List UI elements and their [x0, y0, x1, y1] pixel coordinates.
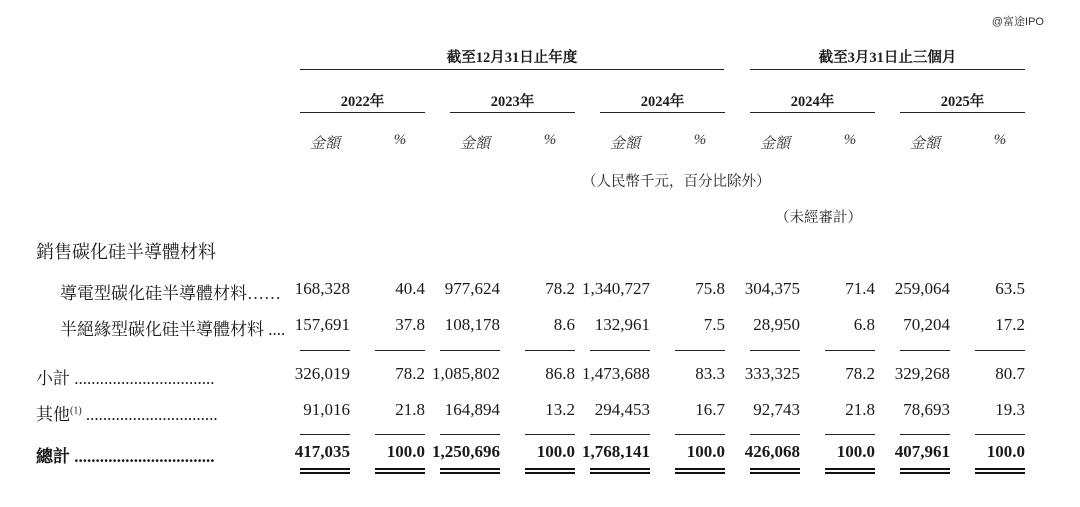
cell-amount: 426,068: [744, 442, 800, 461]
col-percent-2024-q1: %: [843, 132, 857, 148]
col-percent-2025-q1: %: [993, 132, 1007, 148]
year-header-2025-q1: 2025年: [940, 94, 985, 110]
group-rule-quarter: [750, 69, 1025, 70]
col-percent-2022: %: [393, 132, 407, 148]
cell-amount: 132,961: [594, 315, 650, 334]
year-rule-2022: [300, 112, 425, 113]
col-percent-2024: %: [693, 132, 707, 148]
row-label-subtotal: 小計 .................................: [36, 369, 215, 388]
cell-amount: 294,453: [594, 400, 650, 419]
cell-percent: 75.8: [695, 279, 725, 298]
unaudited-note: （未經審計）: [775, 210, 862, 226]
total-double-rule: [590, 468, 650, 474]
subtotal-rule: [375, 350, 425, 351]
cell-amount: 1,340,727: [582, 279, 650, 298]
year-header-2023: 2023年: [490, 94, 535, 110]
year-header-2024: 2024年: [640, 94, 685, 110]
cell-amount: 28,950: [753, 315, 800, 334]
group-header-annual: 截至12月31日止年度: [446, 50, 578, 66]
total-rule: [440, 434, 500, 435]
cell-percent: 100.0: [836, 442, 875, 461]
year-rule-2024-q1: [750, 112, 875, 113]
cell-amount: 333,325: [744, 364, 800, 383]
cell-amount: 92,743: [753, 400, 800, 419]
cell-percent: 21.8: [845, 400, 875, 419]
total-double-rule: [675, 468, 725, 474]
cell-amount: 91,016: [303, 400, 350, 419]
cell-percent: 71.4: [845, 279, 875, 298]
cell-amount: 259,064: [894, 279, 950, 298]
cell-amount: 164,894: [444, 400, 500, 419]
cell-amount: 1,473,688: [582, 364, 650, 383]
cell-percent: 100.0: [536, 442, 575, 461]
col-amount-2024: 金額: [609, 136, 640, 152]
cell-percent: 19.3: [995, 400, 1025, 419]
cell-amount: 977,624: [444, 279, 500, 298]
cell-percent: 8.6: [553, 315, 575, 334]
cell-amount: 168,328: [294, 279, 350, 298]
cell-percent: 83.3: [695, 364, 725, 383]
table-row: [0, 315, 1080, 339]
total-double-rule: [525, 468, 575, 474]
year-rule-2023: [450, 112, 575, 113]
watermark-text: @富途IPO: [991, 16, 1044, 28]
total-double-rule: [825, 468, 875, 474]
cell-amount: 1,085,802: [432, 364, 500, 383]
cell-amount: 108,178: [444, 315, 500, 334]
unit-note: （人民幣千元，百分比除外）: [582, 174, 771, 190]
table-row-total: [0, 442, 1080, 466]
footnote-marker: (1): [70, 405, 82, 417]
cell-percent: 13.2: [545, 400, 575, 419]
row-label-semi-insulating: 半絕緣型碳化硅半導體材料 ....: [60, 320, 286, 339]
subtotal-rule: [300, 350, 350, 351]
table-row: [0, 364, 1080, 388]
others-label-text: 其他: [36, 405, 70, 424]
total-rule: [375, 434, 425, 435]
cell-amount: 407,961: [894, 442, 950, 461]
total-rule: [300, 434, 350, 435]
total-double-rule: [300, 468, 350, 474]
cell-percent: 80.7: [995, 364, 1025, 383]
cell-amount: 1,250,696: [432, 442, 500, 461]
table-row: [0, 279, 1080, 303]
total-double-rule: [975, 468, 1025, 474]
row-label-conductive: 導電型碳化硅半導體材料……: [60, 284, 281, 303]
table-row: [0, 400, 1080, 424]
col-amount-2023: 金額: [459, 136, 490, 152]
group-header-quarter: 截至3月31日止三個月: [818, 50, 957, 66]
cell-percent: 86.8: [545, 364, 575, 383]
total-rule: [675, 434, 725, 435]
cell-percent: 16.7: [695, 400, 725, 419]
total-rule: [900, 434, 950, 435]
col-percent-2023: %: [543, 132, 557, 148]
col-amount-2025-q1: 金額: [909, 136, 940, 152]
cell-amount: 1,768,141: [582, 442, 650, 461]
total-double-rule: [750, 468, 800, 474]
subtotal-rule: [825, 350, 875, 351]
year-header-2022: 2022年: [340, 94, 385, 110]
year-rule-2024: [600, 112, 725, 113]
cell-percent: 100.0: [686, 442, 725, 461]
cell-percent: 78.2: [545, 279, 575, 298]
cell-percent: 40.4: [395, 279, 425, 298]
total-rule: [525, 434, 575, 435]
subtotal-rule: [975, 350, 1025, 351]
subtotal-rule: [900, 350, 950, 351]
cell-percent: 21.8: [395, 400, 425, 419]
cell-percent: 100.0: [986, 442, 1025, 461]
subtotal-rule: [675, 350, 725, 351]
cell-percent: 100.0: [386, 442, 425, 461]
year-header-2024-q1: 2024年: [790, 94, 835, 110]
subtotal-rule: [525, 350, 575, 351]
col-amount-2024-q1: 金額: [759, 136, 790, 152]
total-double-rule: [440, 468, 500, 474]
cell-amount: 304,375: [744, 279, 800, 298]
section-title: 銷售碳化硅半導體材料: [36, 242, 216, 262]
cell-amount: 417,035: [294, 442, 350, 461]
cell-amount: 78,693: [903, 400, 950, 419]
cell-percent: 6.8: [853, 315, 875, 334]
cell-percent: 17.2: [995, 315, 1025, 334]
cell-amount: 70,204: [903, 315, 950, 334]
group-rule-annual: [300, 69, 724, 70]
total-double-rule: [900, 468, 950, 474]
cell-percent: 78.2: [845, 364, 875, 383]
subtotal-rule: [440, 350, 500, 351]
subtotal-rule: [590, 350, 650, 351]
cell-percent: 78.2: [395, 364, 425, 383]
cell-percent: 63.5: [995, 279, 1025, 298]
cell-amount: 157,691: [294, 315, 350, 334]
total-rule: [590, 434, 650, 435]
cell-percent: 37.8: [395, 315, 425, 334]
others-label-dots: ...............................: [81, 405, 218, 424]
cell-percent: 7.5: [703, 315, 725, 334]
total-double-rule: [375, 468, 425, 474]
col-amount-2022: 金額: [309, 136, 340, 152]
row-label-total: 總計 .................................: [36, 447, 215, 466]
total-rule: [750, 434, 800, 435]
cell-amount: 326,019: [294, 364, 350, 383]
cell-amount: 329,268: [894, 364, 950, 383]
total-rule: [975, 434, 1025, 435]
year-rule-2025-q1: [900, 112, 1025, 113]
total-rule: [825, 434, 875, 435]
subtotal-rule: [750, 350, 800, 351]
